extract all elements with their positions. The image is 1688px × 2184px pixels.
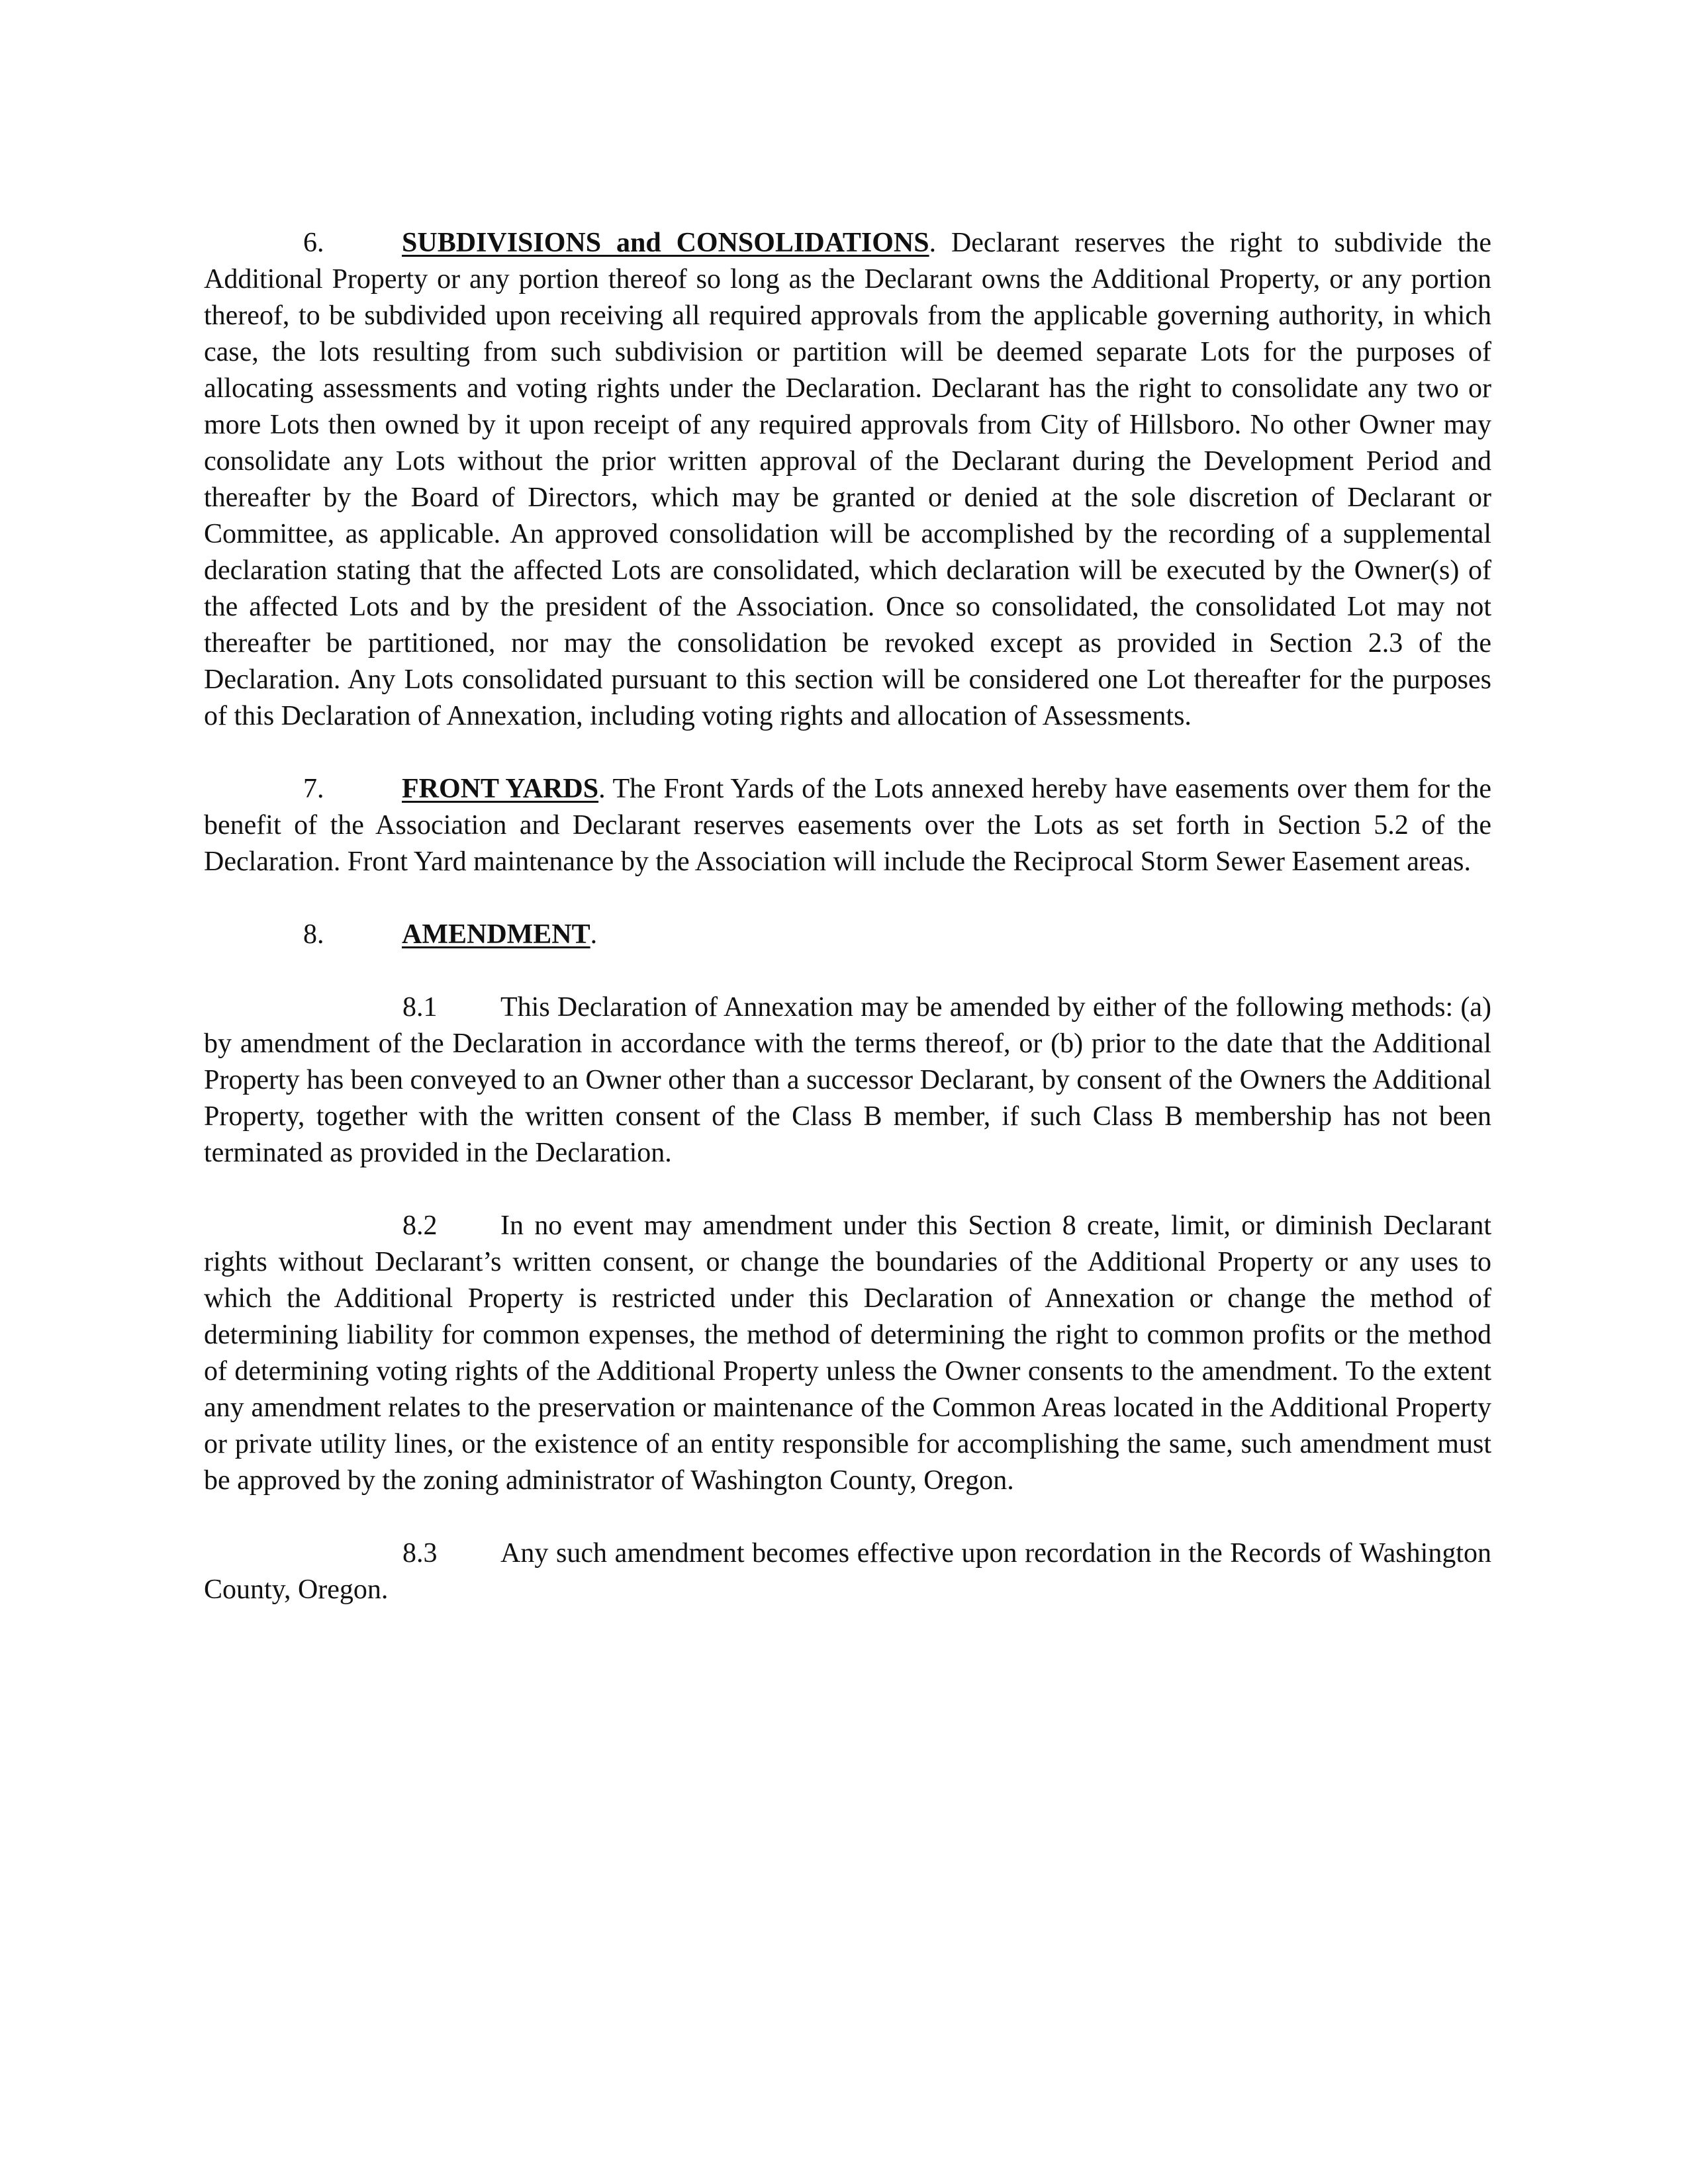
section-6-heading-punct: .: [929, 228, 937, 258]
section-8-number: 8.: [303, 919, 324, 950]
section-7-number: 7.: [303, 774, 324, 804]
paragraph-spacer: [204, 880, 1491, 917]
section-7-heading: FRONT YARDS: [402, 774, 599, 804]
paragraph-spacer: [204, 1499, 1491, 1535]
section-8-2-number: 8.2: [402, 1210, 438, 1241]
section-8-1-paragraph: [204, 989, 1491, 1171]
section-7-paragraph: [204, 771, 1491, 880]
section-8-2-text: In no event may amendment under this Section 8 create, limit, or diminish Declarant rights without Declarant’s written consent, or change the boundaries of the Additional Property or any uses to which the Additional Property is restricted under this Declaration of Annexation or change the method of determining liability for common expenses, the method of determining the right to common profits or the method of determining voting rights of the Additional Property unless the Owner consents to the amendment. To the extent any amendment relates to the preservation or maintenance of the Common Areas located in the Additional Property or private utility lines, or the existence of an entity responsible for accomplishing the same, such amendment must be approved by the zoning administrator of Washington County, Oregon.: [204, 1210, 1491, 1496]
section-8-1-number: 8.1: [402, 992, 438, 1023]
paragraph-spacer: [204, 1171, 1491, 1208]
section-6-text: Declarant reserves the right to subdivide the Additional Property or any portion thereof so long as the Declarant owns the Additional Property, or any portion thereof, to be subdivided upon receiving all required approvals from the applicable governing authority, in which case, the lots resulting from such subdivision or partition will be deemed separate Lots for the purposes of allocating assessments and voting rights under the Declaration. Declarant has the right to consolidate any two or more Lots then owned by it upon receipt of any required approvals from City of Hillsboro. No other Owner may consolidate any Lots without the prior written approval of the Declarant during the Development Period and thereafter by the Board of Directors, which may be granted or denied at the sole discretion of Declarant or Committee, as applicable. An approved consolidation will be accomplished by the recording of a supplemental declaration stating that the affected Lots are consolidated, which declaration will be executed by the Owner(s) of the affected Lots and by the president of the Association. Once so consolidated, the consolidated Lot may not thereafter be partitioned, nor may the consolidation be revoked except as provided in Section 2.3 of the Declaration. Any Lots consolidated pursuant to this section will be considered one Lot thereafter for the purposes of this Declaration of Annexation, including voting rights and allocation of Assessments.: [204, 228, 1491, 731]
section-8-heading-line: [204, 917, 1491, 953]
section-8-1-text: This Declaration of Annexation may be amended by either of the following methods: (a) by amendment of the Declaration in accordance with the terms thereof, or (b) prior to the date that the Additional Property has been conveyed to an Owner other than a successor Declarant, by consent of the Owners the Additional Property, together with the written consent of the Class B member, if such Class B membership has not been terminated as provided in the Declaration.: [204, 992, 1491, 1168]
section-7-heading-punct: .: [598, 774, 606, 804]
section-8-heading-punct: .: [590, 919, 598, 950]
document-body: [204, 225, 1491, 1608]
section-8-2-paragraph: [204, 1208, 1491, 1499]
section-8-3-text: Any such amendment becomes effective upon recordation in the Records of Washington County, Oregon.: [204, 1538, 1491, 1605]
section-8-heading: AMENDMENT: [402, 919, 590, 950]
section-8-3-paragraph: [204, 1535, 1491, 1608]
paragraph-spacer: [204, 953, 1491, 989]
section-7-text: The Front Yards of the Lots annexed hereby have easements over them for the benefit of the Association and Declarant reserves easements over the Lots as set forth in Section 5.2 of the Declaration. Front Yard maintenance by the Association will include the Reciprocal Storm Sewer Easement areas.: [204, 774, 1491, 877]
section-6-heading: SUBDIVISIONS and CONSOLIDATIONS: [402, 228, 929, 258]
paragraph-spacer: [204, 735, 1491, 771]
section-6-paragraph: [204, 225, 1491, 735]
section-6-number: 6.: [303, 228, 324, 258]
section-8-3-number: 8.3: [402, 1538, 438, 1569]
